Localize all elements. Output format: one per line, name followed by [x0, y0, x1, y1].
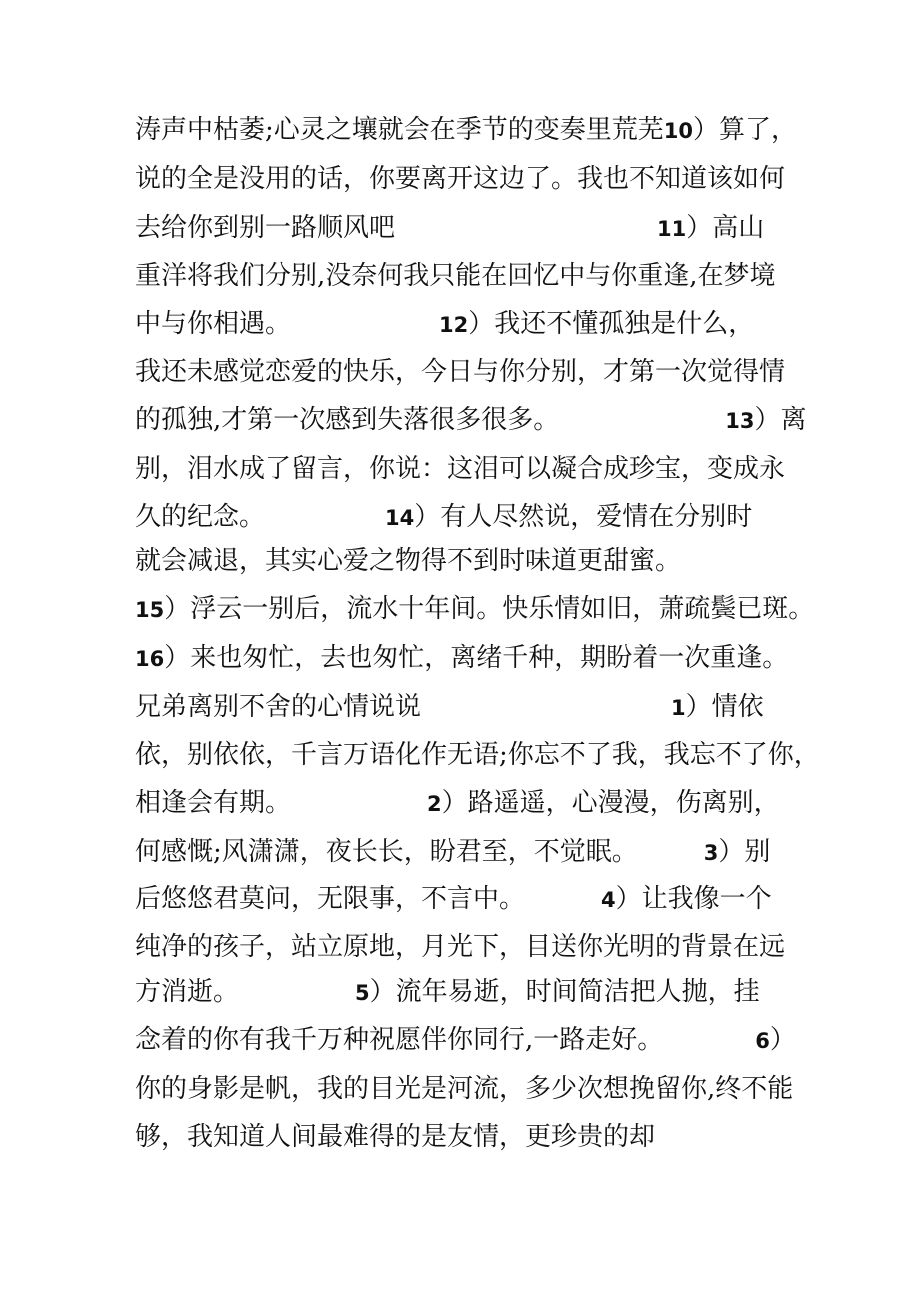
- line-text: ）来也匆忙，去也匆忙，离绪千种，期盼着一次重逢。: [164, 643, 789, 673]
- line-text: 的孤独,才第一次感到失落很多很多。: [135, 405, 560, 435]
- line-text: 兄弟离别不舍的心情说说: [135, 692, 422, 722]
- item-number: 3: [703, 841, 719, 865]
- line-text: ）让我像一个: [615, 884, 772, 914]
- text-line: [135, 1023, 815, 1058]
- line-text: ）流年易逝，时间简洁把人抛，挂: [369, 977, 760, 1007]
- item-number: 2: [427, 792, 442, 816]
- text-line: [135, 835, 815, 870]
- item-number: 13: [725, 409, 755, 433]
- item-number: 5: [355, 981, 370, 1005]
- item-number: 10: [663, 119, 693, 143]
- line-text: ）离: [754, 405, 807, 435]
- line-text: 相逢会有期。: [135, 788, 292, 818]
- line-text: ）情依: [685, 692, 764, 722]
- text-line: [135, 403, 815, 438]
- item-number: 15: [135, 598, 165, 622]
- item-number: 11: [657, 217, 687, 241]
- line-text: ）别: [718, 837, 771, 867]
- item-number: 1: [671, 696, 686, 720]
- line-text: 就会减退，其实心爱之物得不到时味道更甜蜜。: [135, 546, 682, 576]
- text-line: [135, 259, 815, 293]
- text-line: [135, 1072, 815, 1106]
- text-line: [135, 355, 815, 389]
- item-number: 4: [601, 888, 616, 912]
- line-text: 重洋将我们分别,没奈何我只能在回忆中与你重逢,在梦境: [135, 261, 776, 291]
- item-number: 6: [755, 1029, 770, 1053]
- line-text: ）算了，: [693, 115, 798, 145]
- line-text: 说的全是没用的话，你要离开这边了。我也不知道该如何: [135, 164, 786, 194]
- text-line: [135, 882, 815, 917]
- line-text: ）有人尽然说，爱情在分别时: [414, 502, 753, 532]
- text-line: [135, 930, 815, 964]
- line-text: 你的身影是帆，我的目光是河流，多少次想挽留你,终不能: [135, 1074, 794, 1104]
- line-text: 涛声中枯萎;心灵之壤就会在季节的变奏里荒芜: [135, 115, 664, 145]
- line-text: 何感慨;风潇潇，夜长长，盼君至，不觉眠。: [135, 837, 638, 867]
- line-text: 念着的你有我千万种祝愿伴你同行,一路走好。: [135, 1025, 664, 1055]
- line-text: ）浮云一别后，流水十年间。快乐情如旧，萧疏鬓已斑。: [164, 594, 815, 624]
- line-text: 后悠悠君莫问，无限事，不言中。: [135, 884, 526, 914]
- line-text: 别，泪水成了留言，你说：这泪可以凝合成珍宝，变成永: [135, 454, 786, 484]
- text-line: [135, 1120, 815, 1154]
- line-text: 纯净的孩子，站立原地，月光下，目送你光明的背景在远: [135, 932, 786, 962]
- item-number: 14: [385, 506, 415, 530]
- text-line: [135, 975, 815, 1010]
- line-text: 依，别依依，千言万语化作无语;你忘不了我，我忘不了你，: [135, 740, 820, 770]
- line-text: 去给你到别一路顺风吧: [135, 213, 396, 243]
- item-number: 16: [135, 647, 165, 671]
- text-line: [135, 690, 815, 725]
- text-line: [135, 162, 815, 196]
- text-line: [135, 211, 815, 246]
- text-line: [135, 113, 815, 148]
- text-line: [135, 307, 815, 342]
- item-number: 12: [439, 313, 469, 337]
- text-line: [135, 500, 815, 535]
- line-text: 我还未感觉恋爱的快乐，今日与你分别，才第一次觉得情: [135, 357, 786, 387]
- line-text: 中与你相遇。: [135, 309, 292, 339]
- text-line: [135, 786, 815, 821]
- text-line: [135, 452, 815, 486]
- line-text: ）路遥遥，心漫漫，伤离别，: [441, 788, 780, 818]
- line-text: ）高山: [686, 213, 765, 243]
- text-line: [135, 592, 815, 627]
- text-line: [135, 544, 815, 578]
- line-text: 够，我知道人间最难得的是友情，更珍贵的却: [135, 1122, 656, 1152]
- text-line: [135, 641, 815, 676]
- text-line: [135, 738, 820, 772]
- line-text: 方消逝。: [135, 977, 240, 1007]
- line-text: ）我还不懂孤独是什么，: [468, 309, 755, 339]
- line-text: 久的纪念。: [135, 502, 266, 532]
- line-text: ）: [769, 1025, 796, 1055]
